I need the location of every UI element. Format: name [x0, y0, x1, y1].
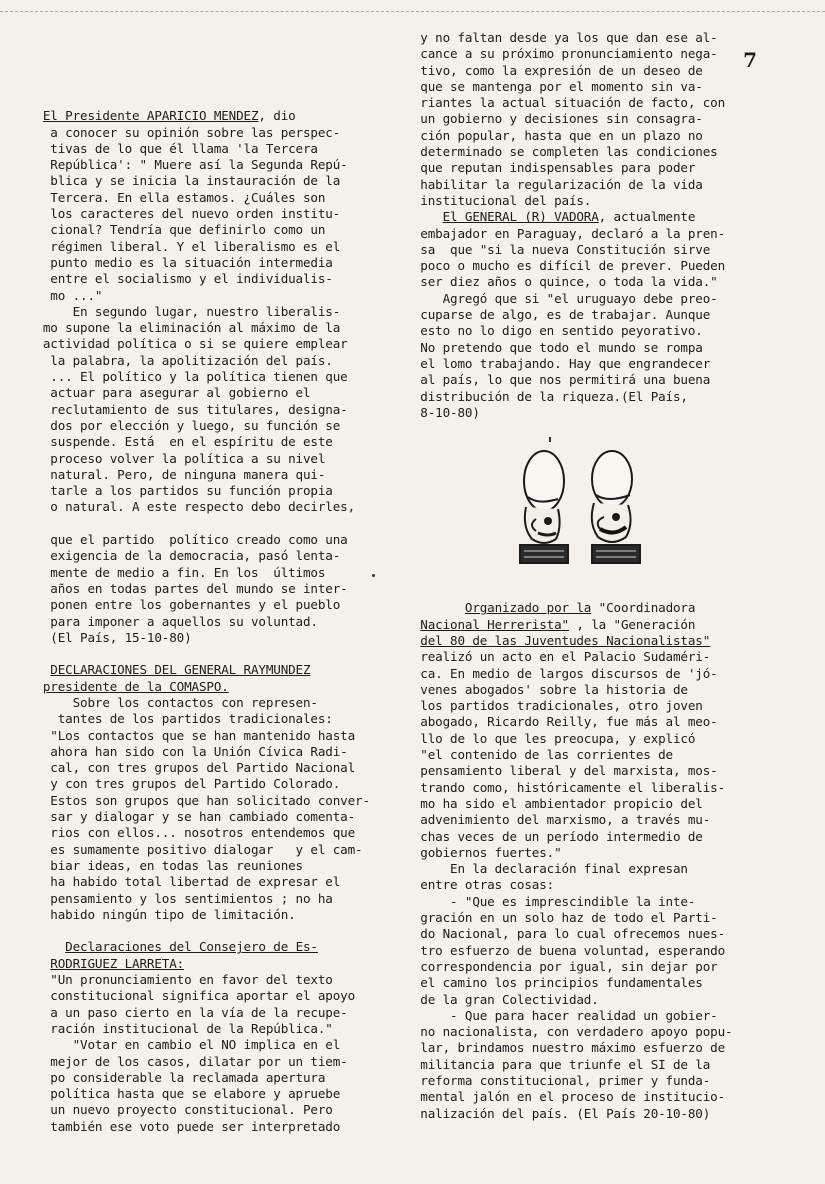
text-line: ser diez años o quince, o toda la vida." [398, 274, 718, 290]
text-line: mo ..." [28, 287, 103, 303]
text-line: dos por elección y luego, su función se [28, 417, 341, 433]
text-line: El GENERAL (R) VADORA, actualmente [442, 209, 696, 225]
text-line: DECLARACIONES DEL GENERAL RAYMUNDEZ [50, 662, 311, 678]
text-line: reforma constitucional, primer y funda- [398, 1073, 711, 1088]
text-line: es sumamente positivo dialogar y el cam- [28, 841, 363, 857]
text-line: Declaraciones del Consejero de Es- [65, 939, 318, 955]
text-line: a conocer su opinión sobre las perspec- [28, 124, 341, 140]
text-line: esto no lo digo en sentido peyorativo. [398, 323, 703, 339]
text-line: a un paso cierto en la vía de la recupe- [28, 1004, 348, 1020]
text-line: - "Que es imprescindible la inte- [398, 893, 696, 909]
text-line: que el partido político creado como una [28, 532, 348, 548]
text-line: cuparse de algo, es de trabajar. Aunque [398, 307, 711, 323]
text-line: blica y se inicia la instauración de la [28, 173, 341, 189]
text-line: riantes la actual situación de facto, con [398, 95, 726, 111]
text-line: Sobre los contactos con represen- [28, 694, 318, 710]
text-line: tantes de los partidos tradicionales: [28, 711, 333, 727]
cartoon-illustration [508, 447, 648, 571]
text-line: poco o mucho es difícil de prever. Pueden [398, 258, 726, 274]
text-line: militancia para que triunfe el SI de la [398, 1056, 711, 1072]
text-line: venes abogados' sobre la historia de [398, 681, 688, 697]
text-line: do Nacional, para lo cual ofrecemos nues- [398, 926, 726, 942]
text-line: los caracteres del nuevo orden institu- [28, 206, 341, 222]
text-line: también ese voto puede ser interpretado [28, 1118, 341, 1134]
text-line: al país, lo que nos permitirá una buena [398, 372, 711, 388]
text-line: política hasta que se elabore y apruebe [28, 1086, 341, 1102]
page-number: 7 [743, 48, 757, 72]
text-line: habido ningún tipo de limitación. [28, 906, 296, 922]
text-line: No pretendo que todo el mundo se rompa [398, 339, 703, 355]
text-line: entre el socialismo y el individualis- [28, 271, 333, 287]
left-figure [520, 451, 568, 563]
text-line: régimen liberal. Y el liberalismo es el [28, 238, 341, 254]
text-line: no nacionalista, con verdadero apoyo popu- [398, 1024, 733, 1040]
text-line: Agregó que si "el uruguayo debe preo- [398, 290, 718, 306]
margin-speck [372, 574, 375, 577]
right-figure [592, 451, 640, 563]
text-line: chas veces de un período intermedio de [398, 828, 703, 844]
text-line: entre otras cosas: [398, 877, 555, 893]
text-line: Estos son grupos que han solicitado conver- [28, 792, 370, 808]
text-line: Nacional Herrerista" , la "Generación [420, 616, 696, 632]
text-line: (El País, 15-10-80) [28, 629, 192, 645]
text-line: RODRIGUEZ LARRETA: [50, 955, 185, 971]
text-line: actividad política o si se quiere emplear [28, 336, 348, 352]
text-line: reclutamiento de sus titulares, designa- [28, 401, 348, 417]
text-line: un gobierno y decisiones sin consagra- [398, 111, 703, 127]
text-line: actuar para asegurar al gobierno el [28, 385, 311, 401]
text-line: el camino los principios fundamentales [398, 975, 703, 991]
text-line: cal, con tres grupos del Partido Nacional [28, 760, 356, 776]
text-line: tivas de lo que él llama 'la Tercera [28, 140, 318, 156]
text-line: embajador en Paraguay, declaró a la pren- [398, 225, 726, 241]
text-line: nalización del país. (El País 20-10-80) [398, 1105, 711, 1121]
text-line: biar ideas, en todas las reuniones [28, 857, 303, 873]
text-line: pensamiento liberal y del marxista, mos- [398, 763, 718, 779]
text-line: que reputan indispensables para poder [398, 160, 696, 176]
text-line: constitucional significa aportar el apoyo [28, 988, 356, 1004]
text-line: pensamiento y los sentimientos ; no ha [28, 890, 333, 906]
text-line: años en todas partes del mundo se inter- [28, 580, 348, 596]
text-line [28, 92, 373, 108]
text-line: tro esfuerzo de buena voluntad, esperando [398, 942, 726, 958]
text-line: 8-10-80) [398, 404, 480, 420]
text-line: mente de medio a fin. En los últimos [28, 564, 326, 580]
text-line: mo ha sido el ambientador propicio del [398, 795, 703, 811]
text-line [28, 646, 373, 662]
text-line: presidente de la COMASPO. [42, 678, 229, 694]
text-line: proceso volver la política a su nivel [28, 450, 326, 466]
text-line [398, 421, 750, 437]
text-line: advenimiento del marxismo, a través mu- [398, 812, 711, 828]
text-line: institucional del país. [398, 192, 592, 208]
text-line: lar, brindamos nuestro máximo esfuerzo de [398, 1040, 726, 1056]
text-line: ción popular, hasta que en un plazo no [398, 127, 703, 143]
text-line: gobiernos fuertes." [398, 844, 562, 860]
text-line: mental jalón en el proceso de institucio- [398, 1089, 726, 1105]
text-line: para imponer a aquellos su voluntad. [28, 613, 318, 629]
text-line: que se mantenga por el momento sin va- [398, 78, 703, 94]
right-column [398, 30, 750, 1122]
text-line: trando como, históricamente el liberalis- [398, 779, 726, 795]
text-line: correspondencia por igual, sin dejar por [398, 958, 718, 974]
text-line: ca. En medio de largos discursos de 'jó- [398, 665, 718, 681]
text-line: cance a su próximo pronunciamiento nega- [398, 46, 718, 62]
text-line: rios con ellos... nosotros entendemos que [28, 825, 356, 841]
text-line: ha habido total libertad de expresar el [28, 874, 341, 890]
text-line: suspende. Está en el espíritu de este [28, 434, 333, 450]
text-line [28, 516, 373, 532]
text-line: ponen entre los gobernantes y el pueblo [28, 597, 341, 613]
text-line: Tercera. En ella estamos. ¿Cuáles son [28, 189, 326, 205]
text-line: República': " Muere así la Segunda Repú- [28, 157, 348, 173]
text-line: "el contenido de las corrientes de [398, 747, 673, 763]
text-line: del 80 de las Juventudes Nacionalistas" [420, 632, 711, 648]
text-line: po considerable la reclamada apertura [28, 1069, 326, 1085]
text-line: realizó un acto en el Palacio Sudaméri- [398, 649, 711, 665]
text-line: la palabra, la apolitización del país. [28, 352, 333, 368]
text-line: punto medio es la situación intermedia [28, 254, 333, 270]
text-line: determinado se completen las condiciones [398, 144, 718, 160]
text-line: ración institucional de la República." [28, 1020, 333, 1036]
text-line: exigencia de la democracia, pasó lenta- [28, 548, 341, 564]
margin-speck [549, 437, 551, 442]
text-line: ahora han sido con la Unión Cívica Radi- [28, 743, 348, 759]
text-line [28, 923, 373, 939]
text-line: Organizado por la "Coordinadora [464, 600, 696, 616]
text-line: abogado, Ricardo Reilly, fue más al meo- [398, 714, 718, 730]
text-line: "Votar en cambio el NO implica en el [28, 1037, 341, 1053]
text-line: el lomo trabajando. Hay que engrandecer [398, 355, 711, 371]
text-line: y no faltan desde ya los que dan ese al- [398, 30, 718, 45]
text-line: de la gran Colectividad. [398, 991, 599, 1007]
text-line: sar y dialogar y se han cambiado comenta- [28, 809, 356, 825]
text-line: mo supone la eliminación al máximo de la [28, 320, 341, 336]
text-line: "Los contactos que se han mantenido hasta [28, 727, 356, 743]
text-line: distribución de la riqueza.(El País, [398, 388, 688, 404]
left-column [28, 92, 373, 1135]
text-line: habilitar la regularización de la vida [398, 176, 703, 192]
text-line: natural. Pero, de ninguna manera qui- [28, 466, 326, 482]
page-top-edge [0, 11, 825, 13]
text-line: un nuevo proyecto constitucional. Pero [28, 1102, 333, 1118]
text-line: cional? Tendría que definirlo como un [28, 222, 326, 238]
text-line: gración en un solo haz de todo el Parti- [398, 910, 718, 926]
text-line: tivo, como la expresión de un deseo de [398, 62, 703, 78]
text-line: "Un pronunciamiento en favor del texto [28, 972, 333, 988]
text-line: ... El político y la política tienen que [28, 369, 348, 385]
text-line [398, 584, 750, 600]
text-line: llo de lo que les preocupa, y explicó [398, 730, 696, 746]
text-line: tarle a los partidos su función propia [28, 483, 333, 499]
text-line: los partidos tradicionales, otro joven [398, 698, 703, 714]
text-line: sa que "si la nueva Constitución sirve [398, 241, 711, 257]
text-line: mejor de los casos, dilatar por un tiem- [28, 1053, 348, 1069]
text-line: y con tres grupos del Partido Colorado. [28, 776, 341, 792]
text-line: - Que para hacer realidad un gobier- [398, 1007, 718, 1023]
text-line: o natural. A este respecto debo decirles, [28, 499, 356, 515]
text-line: En la declaración final expresan [398, 861, 688, 877]
text-line: El Presidente APARICIO MENDEZ, dio [42, 108, 296, 124]
text-line: En segundo lugar, nuestro liberalis- [28, 303, 341, 319]
